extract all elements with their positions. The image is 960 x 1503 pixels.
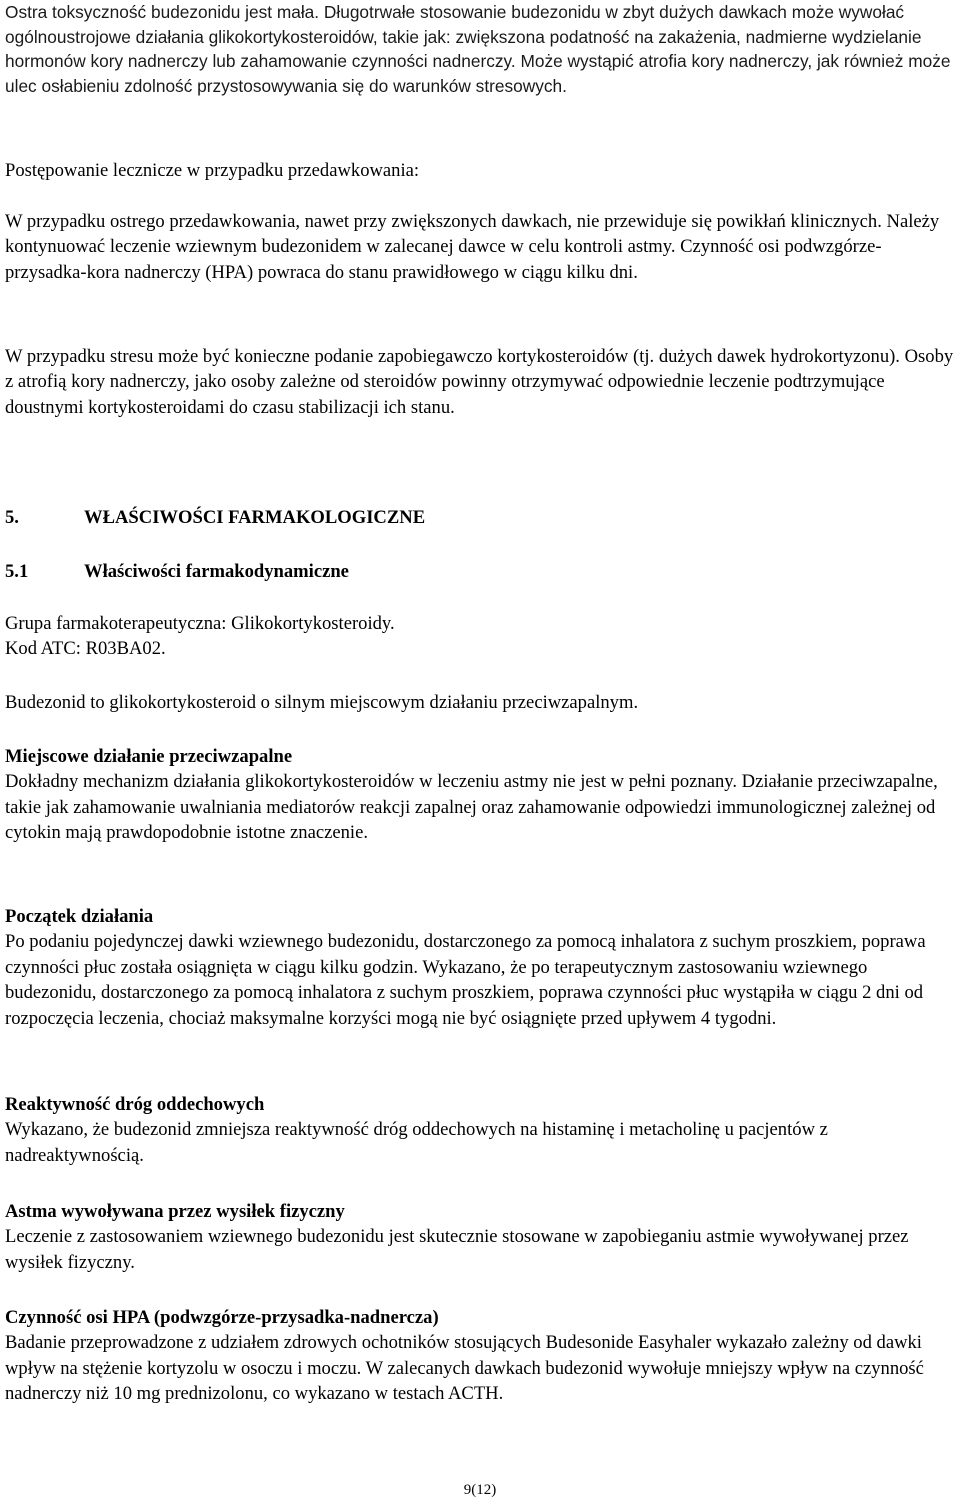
subsection-exercise-asthma (5, 1199, 960, 1275)
subsection-text: Po podaniu pojedynczej dawki wziewnego budezonidu, dostarczonego za pomocą inhalatora z suchym proszkiem, poprawa czynności płuc została osiągnięta w ciągu kilku godzin. Wykazano, że po terapeutycznym zastosowaniu wziewnego budezonidu, dostarczonego za pomocą inhalatora z suchym proszkiem, poprawa czynności płuc wystąpiła w ciągu 2 dni od rozpoczęcia leczenia, chociaż maksymalne korzyści mogą nie być osiągnięte przed upływem 4 tygodni. (5, 931, 926, 1029)
section-5-title: WŁAŚCIWOŚCI FARMAKOLOGICZNE (84, 507, 426, 528)
subsection-text: Leczenie z zastosowaniem wziewnego budezonidu jest skutecznie stosowane w zapobieganiu astmie wywoływanej przez wysiłek fizyczny. (5, 1226, 909, 1273)
overdose-heading: Postępowanie lecznicze w przypadku przedawkowania: (5, 160, 420, 181)
toxicity-paragraph: Ostra toksyczność budezonidu jest mała. Długotrwałe stosowanie budezonidu w zbyt dużych dawkach może wywołać ogólnoustrojowe działania glikokortykosteroidów, takie jak: zwiększona podatność na zakażenia, nadmierne wydzielanie hormonów kory nadnerczy lub zahamowanie czynności nadnerczy. Może wystąpić atrofia kory nadnerczy, jak również może ulec osłabieniu zdolność przystosowywania się do warunków stresowych. (5, 2, 951, 96)
subsection-title: Początek działania (5, 906, 154, 927)
overdose-paragraph-1: W przypadku ostrego przedawkowania, nawet przy zwiększonych dawkach, nie przewiduje się powikłań klinicznych. Należy kontynuować leczenie wziewnym budezonidem w zalecanej dawce w celu kontroli astmy. Czynność osi podwzgórze-przysadka-kora nadnerczy (HPA) powraca do stanu prawidłowego w ciągu kilku dni. (5, 211, 940, 283)
section-5-1-heading (5, 559, 349, 584)
section-5-1-title: Właściwości farmakodynamiczne (84, 561, 349, 582)
subsection-text: Dokładny mechanizm działania glikokortykosteroidów w leczeniu astmy nie jest w pełni poznany. Działanie przeciwzapalne, takie jak zahamowanie uwalniania mediatorów reakcji zapalnej oraz zahamowanie odpowiedzi immunologicznej zależnej od cytokin mają prawdopodobnie istotne znaczenie. (5, 771, 938, 844)
subsection-title: Reaktywność dróg oddechowych (5, 1094, 265, 1115)
subsection-onset (5, 904, 960, 1031)
subsection-local-antiinflammatory (5, 744, 960, 846)
section-5-heading (5, 505, 425, 530)
subsection-title: Czynność osi HPA (podwzgórze-przysadka-nadnercza) (5, 1307, 439, 1328)
section-5-number: 5. (5, 507, 19, 528)
subsection-airway-reactivity (5, 1092, 960, 1168)
overdose-paragraph-2: W przypadku stresu może być konieczne podanie zapobiegawczo kortykosteroidów (tj. dużych dawek hydrokortyzonu). Osoby z atrofią kory nadnerczy, jako osoby zależne od steroidów powinny otrzymywać odpowiednie leczenie podtrzymujące doustnymi kortykosteroidami do czasu stabilizacji ich stanu. (5, 346, 954, 418)
subsection-title: Miejscowe działanie przeciwzapalne (5, 746, 293, 767)
atc-code: Kod ATC: R03BA02. (5, 638, 166, 659)
subsection-text: Badanie przeprowadzone z udziałem zdrowych ochotników stosujących Budesonide Easyhaler wykazało zależny od dawki wpływ na stężenie kortyzolu w osoczu i moczu. W zalecanych dawkach budezonid wywołuje mniejszy wpływ na czynność nadnerczy niż 10 mg prednizolonu, co wykazano w testach ACTH. (5, 1332, 924, 1405)
pharmacotherapeutic-group: Grupa farmakoterapeutyczna: Glikokortykosteroidy. (5, 613, 395, 634)
budesonide-intro: Budezonid to glikokortykosteroid o silnym miejscowym działaniu przeciwzapalnym. (5, 692, 639, 713)
subsection-text: Wykazano, że budezonid zmniejsza reaktywność dróg oddechowych na histaminę i metacholinę u pacjentów z nadreaktywnością. (5, 1119, 828, 1166)
page-number: 9(12) (463, 1482, 497, 1498)
section-5-1-number: 5.1 (5, 561, 29, 582)
subsection-hpa-axis (5, 1305, 960, 1407)
subsection-title: Astma wywoływana przez wysiłek fizyczny (5, 1201, 345, 1222)
